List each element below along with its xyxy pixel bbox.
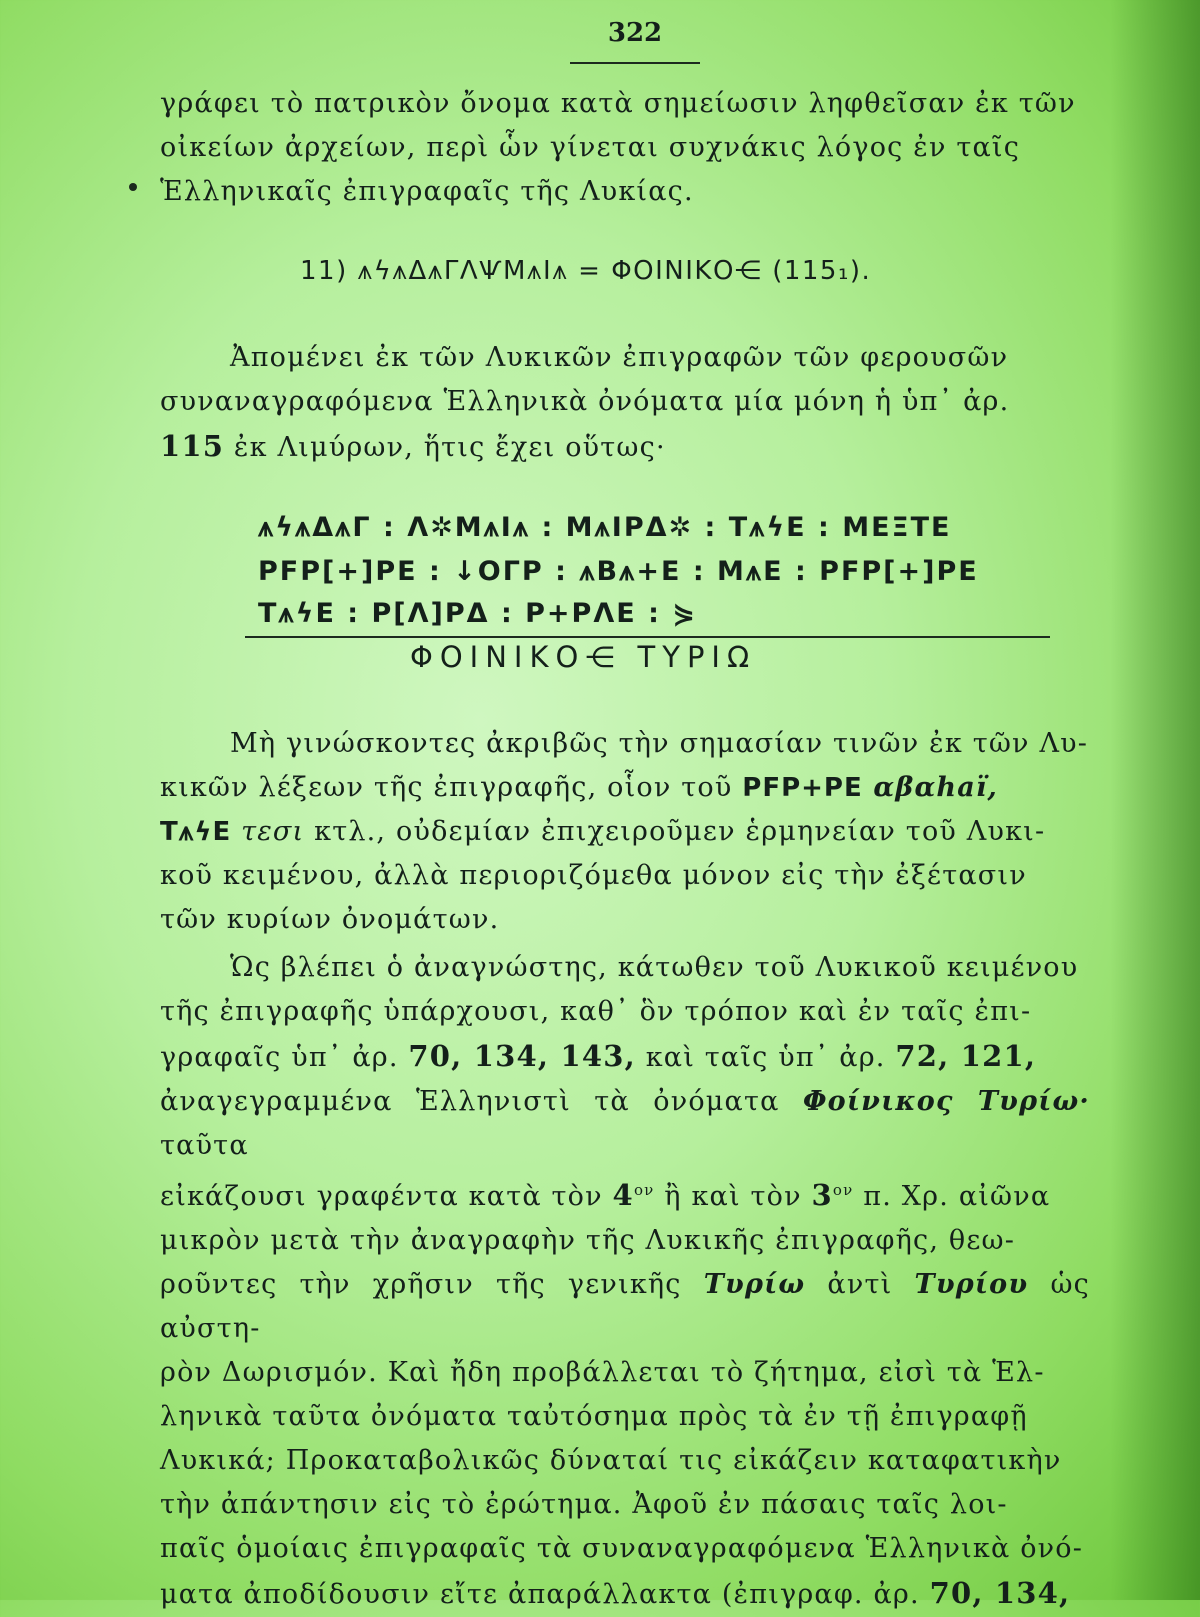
lycian-word: ΡFΡ+ΡΕ (742, 773, 863, 803)
text-span: ἀντὶ (805, 1269, 915, 1300)
lycian-word: Τ⩚ϟΕ (160, 817, 232, 847)
text-span: ἢ καὶ τὸν (654, 1181, 812, 1212)
text-line: Ἀπομένει ἐκ τῶν Λυκικῶν ἐπιγραφῶν τῶν φερουσῶν (230, 342, 1009, 373)
text-line: γράφει τὸ πατρικὸν ὄνομα κατὰ σημείωσιν ληφθεῖσαν ἐκ τῶν (160, 88, 1076, 119)
text-line (160, 1263, 1090, 1351)
century-number: 3 (811, 1178, 833, 1212)
greek-names-line: ΦΟΙΝΙΚΟ⋲ ΤΥΡΙΩ (410, 640, 757, 674)
greek-names-italic: Φοίνικος Τυρίω· (802, 1086, 1090, 1117)
text-span: ἐκ Λιμύρων, ἥτις ἔχει οὕτως· (224, 432, 666, 463)
paragraph-4 (160, 946, 1090, 1617)
ordinal-suffix: ον (832, 1181, 854, 1199)
text-line: μικρὸν μετὰ τὴν ἀναγραφὴν τῆς Λυκικῆς ἐπιγραφῆς, θεω- (160, 1225, 1016, 1256)
text-line: Ἑλληνικαῖς ἐπιγραφαῖς τῆς Λυκίας. (160, 176, 694, 207)
text-span: εἰκάζουσι γραφέντα κατὰ τὸν (160, 1181, 613, 1212)
text-line (160, 1571, 1090, 1617)
text-line: ρὸν Δωρισμόν. Καὶ ἤδη προβάλλεται τὸ ζήτημα, εἰσὶ τὰ Ἑλ- (160, 1357, 1045, 1388)
text-span: κτλ., οὐδεμίαν ἐπιχειροῦμεν ἑρμηνείαν τοῦ Λυκι- (304, 816, 1046, 847)
inscription-numbers: 70, 134, (929, 1576, 1071, 1610)
inscription-divider (245, 636, 1050, 638)
text-line: Μὴ γινώσκοντες ἀκριβῶς τὴν σημασίαν τινῶν ἐκ τῶν Λυ- (230, 728, 1089, 759)
lycian-inscription-line-3: Τ⩚ϟΕ : Ρ[Λ]ΡΔ : Ρ+ΡΛΕ : ⋟ (258, 598, 697, 629)
century-number: 4 (612, 1178, 634, 1212)
inscription-numbers: 70, 134, 143, (408, 1039, 636, 1073)
text-span: γραφαῖς ὑπ᾽ ἀρ. (160, 1042, 409, 1073)
paragraph-3 (160, 722, 1090, 942)
inscription-formula: 11) ⩚ϟ⩚Δ⩚ΓΛѰΜ⩚Ι⩚ = ΦΟΙΝΙΚΟ⋲ (115₁). (300, 256, 872, 286)
greek-word-italic: Τυρίω (703, 1269, 806, 1300)
text-line: τῶν κυρίων ὀνομάτων. (160, 904, 500, 935)
margin-dot (129, 183, 137, 191)
greek-word-italic: Τυρίου (914, 1269, 1029, 1300)
transliteration: αβαhaï, (862, 772, 999, 803)
text-line: κοῦ κειμένου, ἀλλὰ περιοριζόμεθα μόνον εἰς τὴν ἐξέτασιν (160, 860, 1027, 891)
text-line (160, 810, 1090, 854)
page-edge-shadow (1110, 0, 1200, 1600)
text-line (160, 766, 1090, 810)
text-line: τῆς ἐπιγραφῆς ὑπάρχουσι, καθ᾽ ὃν τρόπον καὶ ἐν ταῖς ἐπι- (160, 996, 1032, 1027)
text-line: Ὡς βλέπει ὁ ἀναγνώστης, κάτωθεν τοῦ Λυκικοῦ κειμένου (230, 952, 1079, 983)
text-line: ληνικὰ ταῦτα ὀνόματα ταὐτόσημα πρὸς τὰ ἐν τῇ ἐπιγραφῇ (160, 1401, 1028, 1432)
text-line: Λυκικά; Προκαταβολικῶς δύναταί τις εἰκάζειν καταφατικὴν (160, 1445, 1062, 1476)
text-line: τὴν ἀπάντησιν εἰς τὸ ἐρώτημα. Ἀφοῦ ἐν πάσαις ταῖς λοι- (160, 1489, 1008, 1520)
text-span: ὡς αὐστη- (160, 1269, 1090, 1344)
page-number-rule (570, 62, 700, 64)
text-span: ματα ἀποδίδουσιν εἴτε ἀπαράλλακτα (ἐπιγραφ. ἀρ. (160, 1579, 930, 1610)
text-line (160, 1080, 1090, 1168)
text-span: ἀναγεγραμμένα Ἑλληνιστὶ τὰ ὀνόματα (160, 1086, 803, 1117)
text-line (160, 1034, 1090, 1080)
text-line: παῖς ὁμοίαις ἐπιγραφαῖς τὰ συναναγραφόμενα Ἑλληνικὰ ὀνό- (160, 1533, 1084, 1564)
lycian-inscription-line-2: ΡFΡ[+]ΡΕ : ↓ΟΓΡ : ⩚Β⩚+Ε : Μ⩚Ε : ΡFΡ[+]ΡΕ (258, 556, 979, 587)
text-span: ροῦντες τὴν χρῆσιν τῆς γενικῆς (160, 1269, 704, 1300)
text-line: οἰκείων ἀρχείων, περὶ ὧν γίνεται συχνάκις λόγος ἐν ταῖς (160, 132, 1021, 163)
paragraph-1 (160, 82, 1090, 214)
ordinal-suffix: ον (633, 1181, 655, 1199)
inscription-numbers: 72, 121, (895, 1039, 1037, 1073)
text-span: κικῶν λέξεων τῆς ἐπιγραφῆς, οἷον τοῦ (160, 772, 743, 803)
transliteration: τεσι (231, 816, 305, 847)
text-span: καὶ ταῖς ὑπ᾽ ἀρ. (635, 1042, 896, 1073)
text-line (160, 424, 1090, 470)
text-span: ταῦτα (160, 1130, 249, 1161)
inscription-number: 115 (160, 429, 225, 463)
text-span: π. Χρ. αἰῶνα (853, 1181, 1051, 1212)
lycian-inscription-line-1: ⩚ϟ⩚Δ⩚Γ : Λ✲Μ⩚Ι⩚ : Μ⩚ΙΡΔ✲ : Τ⩚ϟΕ : ΜΕΞΤΕ (258, 512, 952, 543)
text-line (160, 1168, 1090, 1219)
page-number: 322 (607, 18, 663, 48)
paragraph-2 (160, 336, 1090, 470)
text-line: συναναγραφόμενα Ἑλληνικὰ ὀνόματα μία μόνη ἡ ὑπ᾽ ἀρ. (160, 386, 1010, 417)
